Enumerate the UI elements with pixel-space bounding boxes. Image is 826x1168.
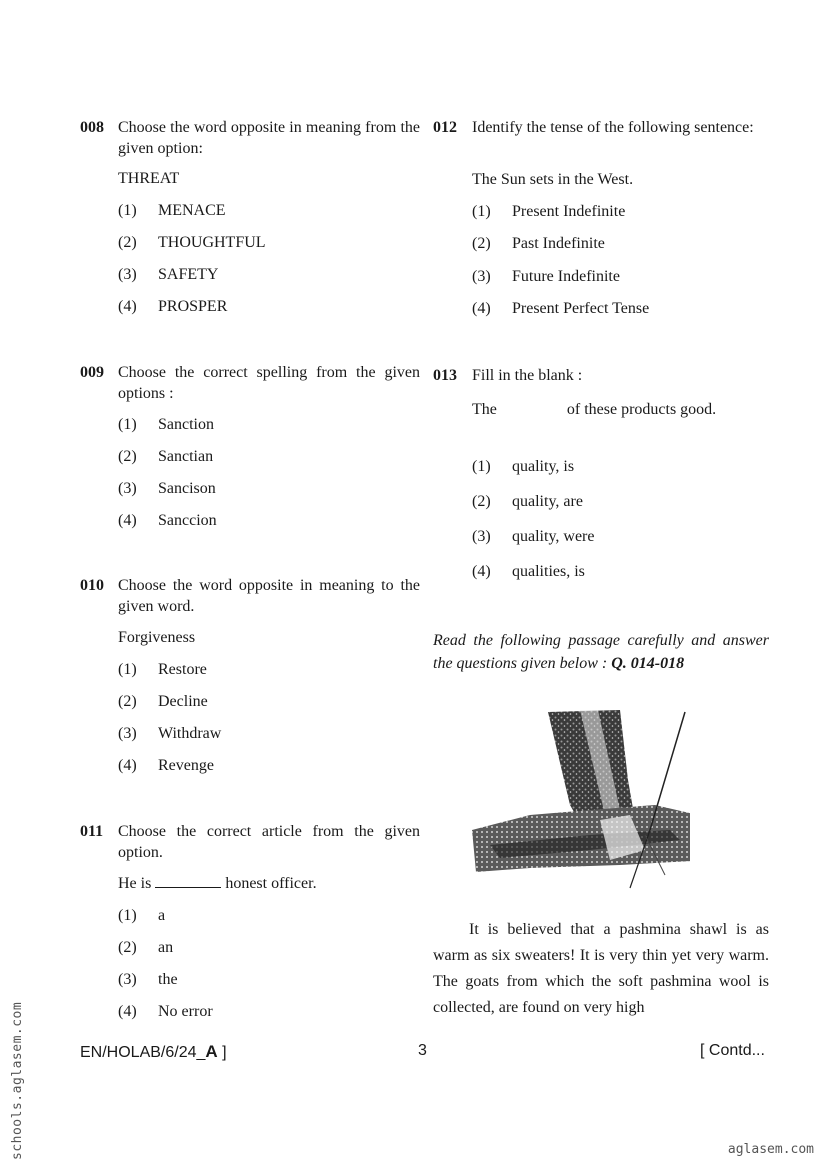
option-text: PROSPER — [158, 298, 228, 315]
question-number: 009 — [80, 364, 104, 381]
option-number: (3) — [118, 971, 137, 988]
stem-before: The — [472, 401, 497, 418]
paper-code-prefix: EN/HOLAB/6/24_ — [80, 1044, 206, 1061]
option — [118, 415, 214, 435]
stem-before: He is — [118, 875, 152, 892]
option-number: (2) — [118, 693, 137, 710]
option-number: (4) — [118, 512, 137, 529]
option-text: an — [158, 939, 174, 956]
paper-code-suffix: ] — [217, 1044, 227, 1061]
option — [118, 970, 178, 990]
question-text: Choose the correct article from the given option. — [118, 823, 420, 861]
option — [472, 267, 620, 287]
option-number: (4) — [118, 298, 137, 315]
stem-after: of these products good. — [566, 401, 717, 418]
option — [118, 692, 208, 712]
option — [118, 447, 213, 467]
option-text: Revenge — [158, 757, 214, 774]
option — [118, 756, 214, 776]
option-text: Past Indefinite — [512, 235, 605, 252]
question-number: 008 — [80, 119, 104, 136]
option-text: quality, is — [512, 458, 575, 475]
option — [118, 938, 173, 958]
option-number: (1) — [472, 203, 491, 220]
question-009 — [80, 362, 420, 529]
continued-label: [ Contd... — [700, 1042, 765, 1059]
option — [472, 492, 583, 512]
option-number: (3) — [472, 528, 491, 545]
option — [472, 457, 574, 477]
option-text: Sanctian — [158, 448, 214, 465]
option — [118, 297, 227, 317]
option — [118, 724, 221, 744]
question-stem: The Sun sets in the West. — [472, 171, 634, 188]
option-text: MENACE — [158, 202, 226, 219]
question-text: Choose the word opposite in meaning to the given word. — [118, 577, 420, 615]
option-number: (2) — [118, 939, 137, 956]
option — [118, 233, 266, 253]
option-text: Sanction — [158, 416, 214, 433]
instruction-text: Read the following passage carefully and answer the questions given below : — [433, 632, 769, 672]
option-text: Sancison — [158, 480, 216, 497]
option-text: the — [158, 971, 178, 988]
question-number: 012 — [433, 119, 457, 136]
option-number: (1) — [118, 907, 137, 924]
option-number: (3) — [118, 266, 137, 283]
option-number: (2) — [118, 448, 137, 465]
question-text: Identify the tense of the following sentence: — [472, 119, 754, 136]
option — [118, 906, 165, 926]
question-010 — [80, 575, 420, 774]
option-text: SAFETY — [158, 266, 219, 283]
option-number: (2) — [472, 493, 491, 510]
question-number: 011 — [80, 823, 104, 840]
option-number: (4) — [472, 563, 491, 580]
option-text: quality, were — [512, 528, 595, 545]
option-number: (3) — [118, 480, 137, 497]
option — [472, 202, 625, 222]
option-number: (4) — [472, 300, 491, 317]
question-number: 010 — [80, 577, 104, 594]
option — [118, 1002, 213, 1022]
passage-instruction — [433, 629, 769, 675]
question-011 — [80, 821, 420, 1020]
option-number: (3) — [118, 725, 137, 742]
paper-series: A — [205, 1042, 218, 1061]
answer-blank — [155, 875, 221, 888]
option-text: Future Indefinite — [512, 268, 620, 285]
option — [118, 265, 218, 285]
option-text: Sanccion — [158, 512, 217, 529]
option-text: Restore — [158, 661, 207, 678]
option-text: Present Perfect Tense — [512, 300, 650, 317]
question-text: Fill in the blank : — [472, 367, 583, 384]
option — [472, 562, 585, 582]
option-text: Present Indefinite — [512, 203, 626, 220]
page-number: 3 — [418, 1042, 427, 1059]
option-number: (1) — [118, 416, 137, 433]
paper-code — [80, 1042, 227, 1062]
option — [118, 511, 217, 531]
option-text: No error — [158, 1003, 213, 1020]
option-text: THOUGHTFUL — [158, 234, 266, 251]
option-number: (4) — [118, 757, 137, 774]
question-number: 013 — [433, 367, 457, 384]
question-text: Choose the correct spelling from the given options : — [118, 364, 420, 402]
option — [472, 234, 605, 254]
option-text: a — [158, 907, 166, 924]
passage-text: It is believed that a pashmina shawl is as warm as six sweaters! It is very thin yet very warm. The goats from which the soft pashmina wool is collected, are found on very high — [433, 921, 769, 1016]
question-012 — [433, 117, 769, 317]
question-stem — [472, 398, 769, 422]
side-watermark: schools.aglasem.com — [10, 1001, 25, 1160]
question-text: Choose the word opposite in meaning from the given option: — [118, 119, 420, 157]
option-number: (1) — [472, 458, 491, 475]
option-text: Decline — [158, 693, 208, 710]
question-stem: Forgiveness — [118, 629, 196, 646]
option-text: quality, are — [512, 493, 583, 510]
option — [118, 479, 216, 499]
question-013 — [433, 365, 769, 580]
option-number: (2) — [472, 235, 491, 252]
bottom-watermark: aglasem.com — [727, 1142, 814, 1157]
option-number: (1) — [118, 202, 137, 219]
question-stem — [118, 873, 317, 895]
option-number: (3) — [472, 268, 491, 285]
option — [118, 201, 226, 221]
question-stem: THREAT — [118, 170, 180, 187]
instruction-range: Q. 014-018 — [611, 655, 685, 672]
option-number: (2) — [118, 234, 137, 251]
option-text: qualities, is — [512, 563, 585, 580]
option-number: (1) — [118, 661, 137, 678]
option-text: Withdraw — [158, 725, 222, 742]
pashmina-shawl-image — [470, 710, 690, 890]
stem-after: honest officer. — [225, 875, 317, 892]
option — [118, 660, 207, 680]
question-008 — [80, 117, 420, 315]
option — [472, 527, 594, 547]
option — [472, 299, 649, 319]
option-number: (4) — [118, 1003, 137, 1020]
